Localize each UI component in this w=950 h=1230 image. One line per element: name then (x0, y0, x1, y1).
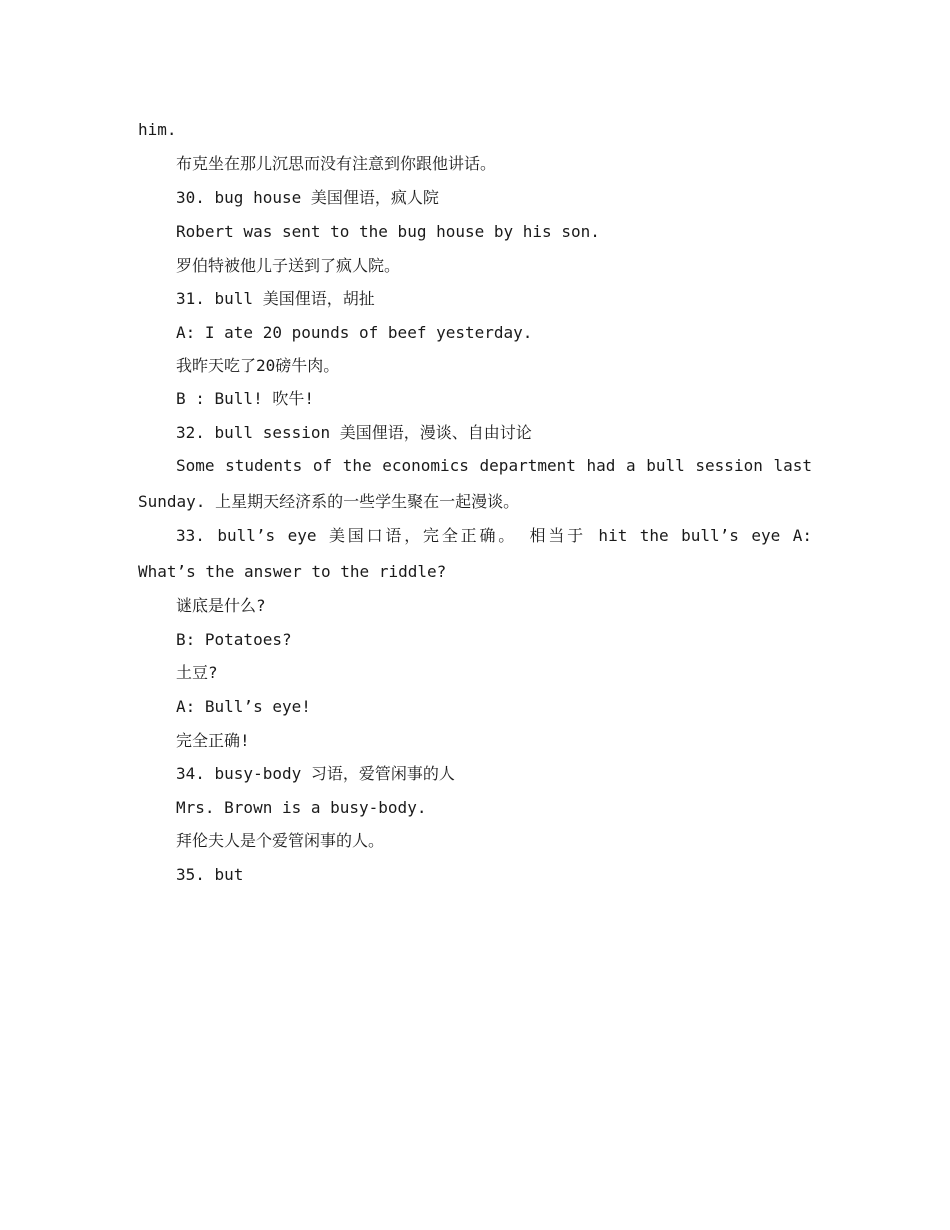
example-sentence-31: A: I ate 20 pounds of beef yesterday. (176, 323, 533, 342)
dialogue-b-33: B: Potatoes? (176, 630, 292, 649)
example-sentence-34: Mrs. Brown is a busy-body. (176, 798, 427, 817)
translation-33-answer: 土豆? (176, 663, 218, 682)
reply-31: B : Bull! 吹牛! (176, 389, 314, 408)
translation-31: 我昨天吃了20磅牛肉。 (176, 356, 340, 375)
entry-heading-32: 32. bull session 美国俚语，漫谈、自由讨论 (176, 423, 532, 442)
text-line-translation-29: 布克坐在那儿沉思而没有注意到你跟他讲话。 (176, 154, 497, 173)
entry-heading-30: 30. bug house 美国俚语，疯人院 (176, 188, 439, 207)
example-sentence-30: Robert was sent to the bug house by his son. (176, 222, 600, 241)
text-line-him: him. (138, 120, 177, 139)
entry-heading-34: 34. busy-body 习语，爱管闲事的人 (176, 764, 455, 783)
entry-heading-35: 35. but (176, 865, 244, 884)
example-paragraph-32: Some students of the economics department had a bull session last Sunday. 上星期天经济系的一些学生聚在一起漫谈。 (138, 456, 812, 511)
translation-34: 拜伦夫人是个爱管闲事的人。 (176, 831, 385, 850)
dialogue-a-33: A: Bull’s eye! (176, 697, 311, 716)
entry-heading-31: 31. bull 美国俚语，胡扯 (176, 289, 375, 308)
translation-30: 罗伯特被他儿子送到了疯人院。 (176, 256, 401, 275)
translation-33-question: 谜底是什么? (176, 596, 266, 615)
translation-33-correct: 完全正确! (176, 731, 250, 750)
entry-paragraph-33: 33. bull’s eye 美国口语，完全正确。 相当于 hit the bull’s eye A: What’s the answer to the riddle? (138, 526, 812, 581)
